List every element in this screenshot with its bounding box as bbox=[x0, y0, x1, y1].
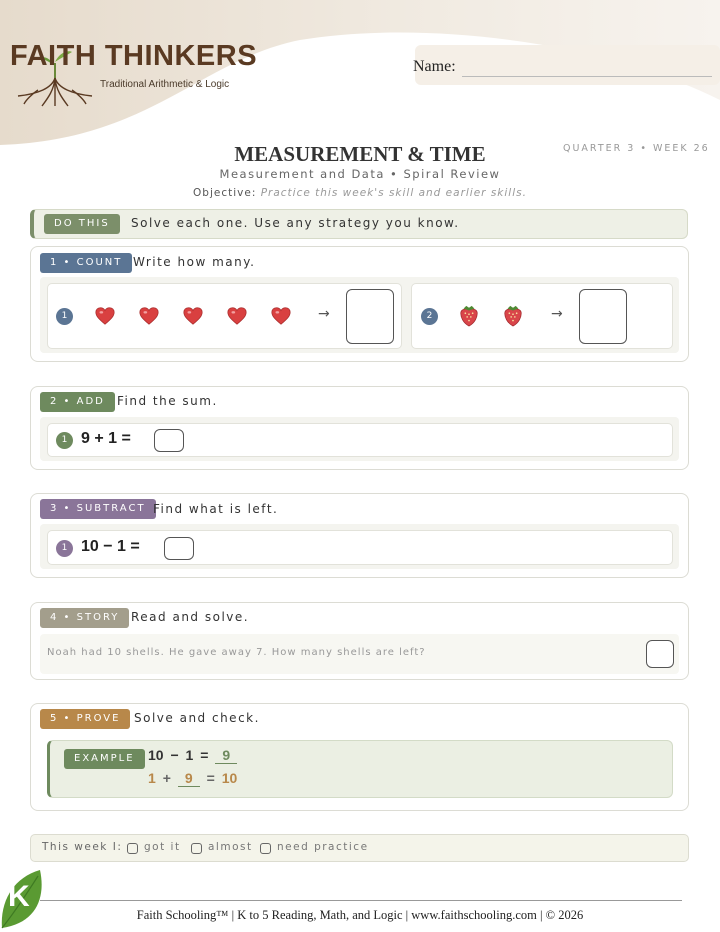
do-this-bar bbox=[30, 209, 688, 239]
add-expression: 9 + 1 = bbox=[81, 430, 131, 447]
do-this-badge: DO THIS bbox=[44, 214, 120, 234]
operator: − bbox=[170, 747, 179, 763]
arrow-icon: → bbox=[551, 306, 563, 322]
problem-number: 1 bbox=[56, 432, 73, 449]
story-instruction: Read and solve. bbox=[131, 610, 250, 624]
footer-text: Faith Schooling™ | K to 5 Reading, Math, and Logic | www.faithschooling.com | © 2026 bbox=[136, 908, 584, 922]
count-area bbox=[40, 277, 679, 353]
operand: 1 bbox=[148, 770, 156, 786]
heart-icon bbox=[94, 305, 116, 327]
story-text: Noah had 10 shells. He gave away 7. How many shells are left? bbox=[47, 647, 426, 658]
count-instruction: Write how many. bbox=[133, 255, 256, 269]
operand: 10 bbox=[148, 747, 164, 763]
answer-box[interactable] bbox=[646, 640, 674, 668]
subtract-badge: 3 • SUBTRACT bbox=[40, 499, 156, 519]
add-area bbox=[40, 417, 679, 461]
strawberry-icon bbox=[458, 304, 480, 328]
operator: + bbox=[162, 770, 171, 786]
example-badge: EXAMPLE bbox=[64, 749, 145, 769]
story-section bbox=[30, 602, 689, 680]
item-number: 1 bbox=[56, 308, 73, 325]
answer-box[interactable] bbox=[154, 429, 184, 452]
count-item-1 bbox=[47, 283, 402, 349]
quarter-week: QUARTER 3 • WEEK 26 bbox=[563, 143, 710, 154]
add-instruction: Find the sum. bbox=[117, 394, 218, 408]
footer-logo-letter: K bbox=[8, 880, 30, 913]
item-number: 2 bbox=[421, 308, 438, 325]
self-check-label: This week I: bbox=[42, 841, 123, 853]
prove-section bbox=[30, 703, 689, 811]
add-problem bbox=[47, 423, 673, 457]
checkbox-need-practice[interactable] bbox=[260, 843, 271, 854]
prove-instruction: Solve and check. bbox=[134, 711, 260, 725]
objective-label: Objective: bbox=[193, 187, 257, 199]
story-area bbox=[40, 634, 679, 674]
equals-sign: = bbox=[206, 770, 215, 786]
story-badge: 4 • STORY bbox=[40, 608, 129, 628]
heart-icon bbox=[182, 305, 204, 327]
operand: 1 bbox=[185, 747, 194, 763]
answer-box[interactable] bbox=[164, 537, 194, 560]
option-need-practice: need practice bbox=[277, 841, 369, 853]
result-value: 10 bbox=[221, 770, 238, 786]
count-badge: 1 • COUNT bbox=[40, 253, 132, 273]
subtract-problem bbox=[47, 530, 673, 565]
option-got-it: got it bbox=[144, 841, 181, 853]
subtract-expression: 10 − 1 = bbox=[81, 538, 140, 555]
do-this-text: Solve each one. Use any strategy you know. bbox=[131, 216, 460, 230]
count-section bbox=[30, 246, 689, 362]
strawberry-icon bbox=[502, 304, 524, 328]
page-subtitle: Measurement and Data • Spiral Review bbox=[219, 167, 501, 181]
example-line-1 bbox=[148, 747, 237, 764]
prove-badge: 5 • PROVE bbox=[40, 709, 130, 729]
self-check-bar bbox=[30, 834, 689, 862]
checkbox-got-it[interactable] bbox=[127, 843, 138, 854]
add-badge: 2 • ADD bbox=[40, 392, 115, 412]
option-almost: almost bbox=[208, 841, 253, 853]
subtract-instruction: Find what is left. bbox=[153, 502, 279, 516]
answer-box[interactable] bbox=[346, 289, 394, 344]
checkbox-almost[interactable] bbox=[191, 843, 202, 854]
equals-sign: = bbox=[200, 747, 209, 763]
heart-icon bbox=[138, 305, 160, 327]
heart-icon bbox=[270, 305, 292, 327]
answer-value: 9 bbox=[215, 747, 237, 764]
footer-divider bbox=[40, 900, 682, 901]
brand-title: FAITH THINKERS bbox=[10, 40, 258, 72]
arrow-icon: → bbox=[318, 306, 330, 322]
example-line-2 bbox=[148, 770, 237, 787]
example-box bbox=[47, 740, 673, 798]
count-item-2 bbox=[411, 283, 673, 349]
add-section bbox=[30, 386, 689, 470]
objective-text: Practice this week's skill and earlier skills. bbox=[260, 187, 527, 199]
subtract-area bbox=[40, 524, 679, 569]
answer-box[interactable] bbox=[579, 289, 627, 344]
problem-number: 1 bbox=[56, 540, 73, 557]
name-label: Name: bbox=[413, 58, 456, 75]
heart-icon bbox=[226, 305, 248, 327]
check-value: 9 bbox=[178, 770, 200, 787]
brand-subtitle: Traditional Arithmetic & Logic bbox=[100, 79, 230, 90]
objective bbox=[0, 187, 720, 199]
page-title: MEASUREMENT & TIME bbox=[234, 142, 486, 166]
subtract-section bbox=[30, 493, 689, 578]
name-field[interactable] bbox=[462, 76, 712, 77]
header-background bbox=[0, 0, 720, 150]
